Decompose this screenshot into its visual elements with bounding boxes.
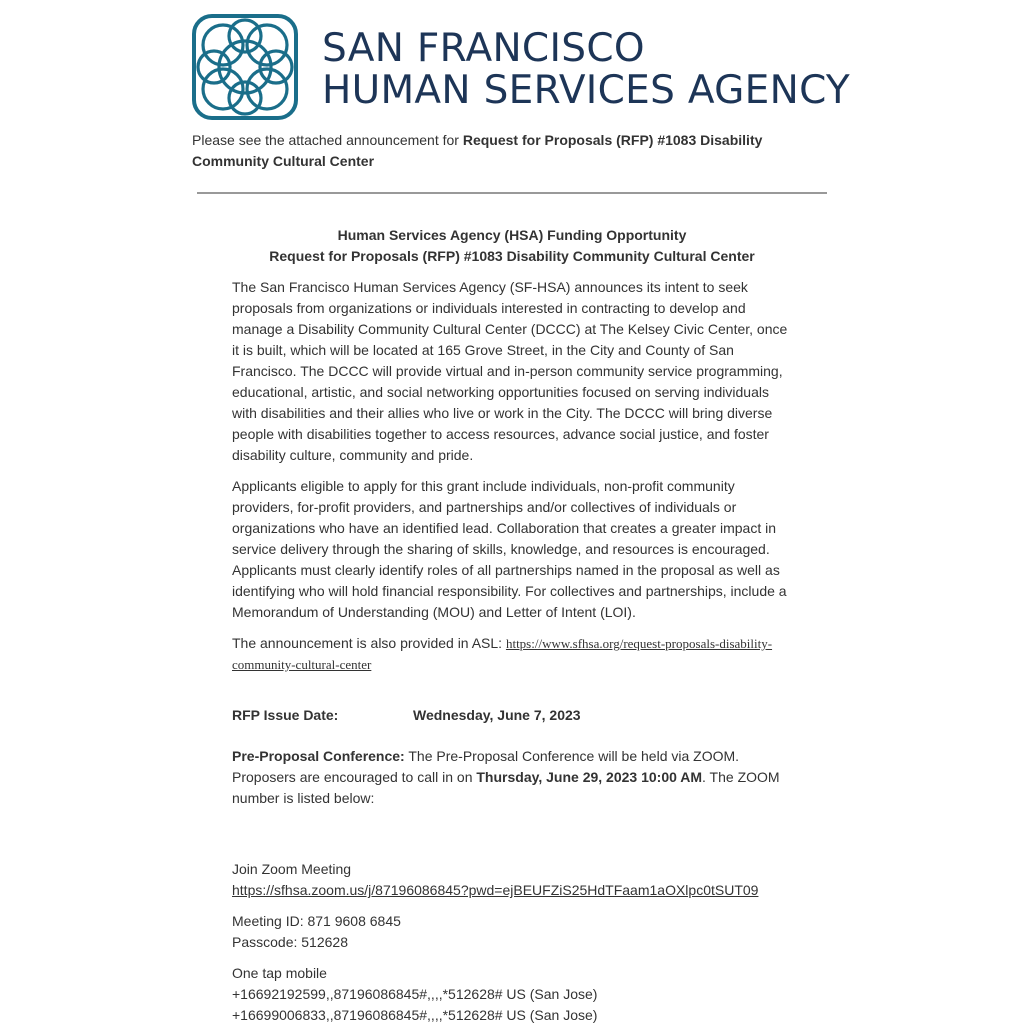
passcode: Passcode: 512628 [232,934,348,950]
agency-logo [192,14,851,122]
zoom-join-label: Join Zoom Meeting [232,861,352,877]
pre-proposal-conference [232,746,794,809]
conference-text-2: . The ZOOM number is listed below: [232,769,780,806]
zoom-link[interactable]: https://sfhsa.zoom.us/j/87196086845?pwd=ejBEUFZiS25HdTFaam1aOXlpc0tSUT09 [232,882,759,898]
zoom-credentials [232,911,794,953]
logo-wordmark [322,28,850,112]
divider [197,192,827,194]
intro-rfp-title: Request for Proposals (RFP) #1083 Disability Community Cultural Center [192,132,763,169]
title-line-2: Request for Proposals (RFP) #1083 Disability Community Cultural Center [269,248,755,264]
logo-line-2: HUMAN SERVICES AGENCY [322,68,851,113]
conference-date: Thursday, June 29, 2023 10:00 AM [476,769,703,785]
one-tap-number-1: +16692192599,,87196086845#,,,,*512628# US (San Jose) [232,986,598,1002]
paragraph-eligibility: Applicants eligible to apply for this grant include individuals, non-profit community providers, for-profit providers, and partnerships and/or collectives of individuals or organizations who have an identified lead. Collaboration that creates a greater impact in service delivery through the sharing of skills, knowledge, and resources is encouraged. Applicants must clearly identify roles of all partnerships named in the proposal as well as identifying who will hold financial responsibility. For collectives and partnerships, include a Memorandum of Understanding (MOU) and Letter of Intent (LOI). [232,478,787,620]
paragraph-intent: The San Francisco Human Services Agency (SF-HSA) announces its intent to seek proposals from organizations or individuals interested in contracting to develop and manage a Disability Community Cultural Center (DCCC) at The Kelsey Civic Center, once it is built, which will be located at 165 Grove Street, in the City and County of San Francisco. The DCCC will provide virtual and in-person community service programming, educational, artistic, and social networking opportunities focused on serving individuals with disabilities and their allies who live or work in the City. The DCCC will bring diverse people with disabilities together to access resources, advance social justice, and foster disability culture, community and pride. [232,279,788,463]
intro-text [192,130,802,172]
intro-lead: Please see the attached announcement for [192,132,463,148]
issue-date-value: Wednesday, June 7, 2023 [413,707,581,723]
meeting-id: Meeting ID: 871 9608 6845 [232,913,401,929]
zoom-join [232,859,794,901]
paragraph-asl [232,633,794,675]
announcement-body [232,277,794,1036]
announcement-title [192,225,832,267]
title-line-1: Human Services Agency (HSA) Funding Opportunity [337,227,687,243]
conference-text-1: The Pre-Proposal Conference will be held via ZOOM. Proposers are encouraged to call in on [232,748,740,785]
issue-date-row [232,705,794,726]
asl-lead: The announcement is also provided in ASL: [232,635,506,651]
logo-line-1: SAN FRANCISCO [322,26,645,71]
one-tap-number-2: +16699006833,,87196086845#,,,,*512628# US (San Jose) [232,1007,598,1023]
one-tap-mobile [232,963,794,1026]
logo-mark-icon [192,14,298,120]
one-tap-label: One tap mobile [232,965,327,981]
conference-label: Pre-Proposal Conference: [232,748,405,764]
asl-link[interactable]: https://www.sfhsa.org/request-proposals-disability-community-cultural-center [232,636,773,672]
issue-date-label: RFP Issue Date: [232,707,339,723]
